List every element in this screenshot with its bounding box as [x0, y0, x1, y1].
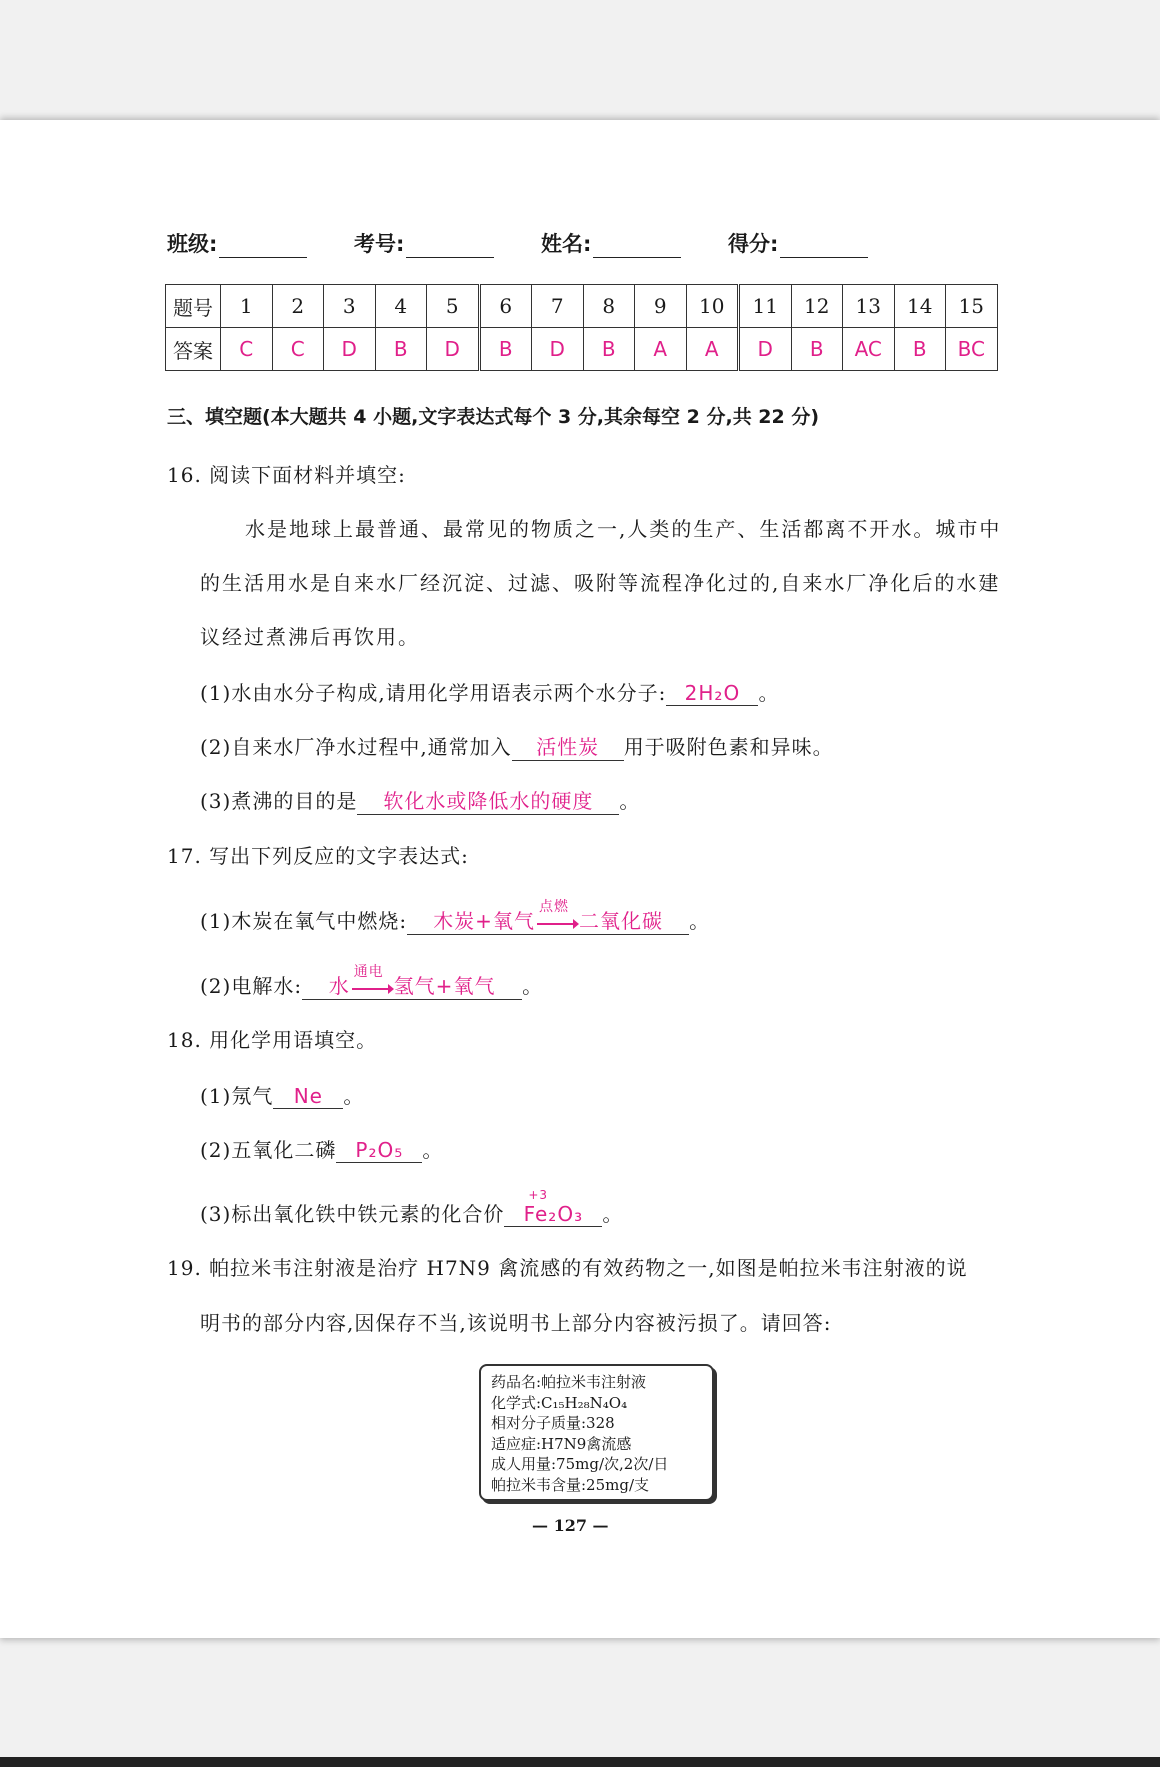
- table-cell: 3: [324, 285, 376, 328]
- table-cell: 7: [532, 285, 584, 328]
- drug-indication: 适应症:H7N9禽流感: [491, 1434, 632, 1453]
- q16-stem: 16. 阅读下面材料并填空:: [167, 463, 406, 487]
- table-cell: 11: [739, 285, 792, 328]
- answer-cell: D: [739, 328, 792, 371]
- score-blank: [780, 239, 868, 258]
- q16-p2-text: (2)自来水厂净水过程中,通常加入: [200, 735, 512, 759]
- drug-label-box: [479, 1364, 714, 1501]
- answer-cell: BC: [946, 328, 998, 371]
- q18-p1-end: 。: [343, 1084, 365, 1108]
- table-cell: 1: [221, 285, 273, 328]
- arrow-icon: [535, 913, 579, 933]
- q18-part1: [200, 1080, 364, 1109]
- q17-p2-reactant: 水: [328, 974, 350, 998]
- drug-content: 帕拉米韦含量:25mg/支: [491, 1475, 650, 1494]
- q18-part3: [200, 1188, 624, 1227]
- table-cell: 13: [843, 285, 895, 328]
- exam-no-blank: [406, 239, 494, 258]
- q18-p2-end: 。: [422, 1138, 444, 1162]
- q16-p2-answer: 活性炭: [512, 731, 624, 761]
- answer-cell: B: [479, 328, 532, 371]
- q16-p1-end: 。: [758, 681, 780, 705]
- q18-p2-answer: P₂O₅: [336, 1138, 422, 1163]
- table-cell: 4: [375, 285, 427, 328]
- q17-p2-text: (2)电解水:: [200, 974, 303, 998]
- q16-passage-line1: 水是地球上最普通、最常见的物质之一,人类的生产、生活都离不开水。城市中: [245, 517, 1002, 541]
- answer-cell: D: [427, 328, 480, 371]
- q18-part2: [200, 1134, 443, 1163]
- answer-cell: B: [375, 328, 427, 371]
- class-blank: [219, 239, 307, 258]
- q17-p1-answer: [407, 898, 689, 935]
- exam-no-label: 考号:: [354, 232, 405, 256]
- answer-cell: B: [583, 328, 635, 371]
- q17-p1-condition: 点燃: [538, 898, 569, 915]
- q16-p1-text: (1)水由水分子构成,请用化学用语表示两个水分子:: [200, 681, 667, 705]
- table-cell: 9: [635, 285, 687, 328]
- q17-p1-reactants: 木炭+氧气: [433, 909, 535, 933]
- q17-p2-condition: 通电: [353, 963, 384, 980]
- q19-stem-line2: 明书的部分内容,因保存不当,该说明书上部分内容被污损了。请回答:: [200, 1311, 832, 1335]
- table-cell: 14: [894, 285, 946, 328]
- reaction-arrow: [350, 963, 394, 998]
- q19-stem-line1: 19. 帕拉米韦注射液是治疗 H7N9 禽流感的有效药物之一,如图是帕拉米韦注射液的说: [167, 1256, 968, 1280]
- table-cell: 10: [686, 285, 739, 328]
- drug-dosage: 成人用量:75mg/次,2次/日: [491, 1455, 669, 1473]
- answer-cell: AC: [843, 328, 895, 371]
- bottom-bar: [0, 1757, 1160, 1767]
- q18-p3-answer: [504, 1188, 602, 1227]
- q18-p1-answer: Ne: [273, 1084, 343, 1109]
- q18-p2-text: (2)五氧化二磷: [200, 1138, 337, 1162]
- q16-passage-line3: 议经过煮沸后再饮用。: [200, 625, 420, 649]
- name-label: 姓名:: [541, 232, 592, 256]
- class-field: [167, 228, 307, 258]
- row-label: 答案: [166, 328, 221, 371]
- question-number-row: [166, 285, 998, 328]
- table-cell: 5: [427, 285, 480, 328]
- drug-formula: 化学式:C₁₅H₂₈N₄O₄: [491, 1393, 628, 1412]
- table-cell: 12: [791, 285, 843, 328]
- page-number: — 127 —: [532, 1516, 609, 1535]
- answer-row: [166, 328, 998, 371]
- table-cell: 6: [479, 285, 532, 328]
- reaction-arrow: [535, 898, 579, 933]
- name-blank: [593, 239, 681, 258]
- answer-cell: D: [532, 328, 584, 371]
- q16-p3-answer: 软化水或降低水的硬度: [357, 785, 619, 815]
- q17-p1-product: 二氧化碳: [578, 909, 663, 933]
- q16-p2-end: 用于吸附色素和异味。: [623, 735, 834, 759]
- name-field: [541, 228, 681, 258]
- q16-p1-answer: 2H₂O: [666, 681, 758, 706]
- q16-passage-line2: 的生活用水是自来水厂经沉淀、过滤、吸附等流程净化过的,自来水厂净化后的水建: [200, 571, 1001, 595]
- answer-cell: B: [791, 328, 843, 371]
- answer-cell: B: [894, 328, 946, 371]
- score-label: 得分:: [728, 232, 779, 256]
- q17-stem: 17. 写出下列反应的文字表达式:: [167, 844, 469, 868]
- q16-part2: [200, 731, 834, 761]
- q17-part2: [200, 963, 544, 1000]
- arrow-icon: [350, 978, 394, 998]
- row-label: 题号: [166, 285, 221, 328]
- q16-part3: [200, 785, 640, 815]
- q18-p3-text: (3)标出氧化铁中铁元素的化合价: [200, 1202, 505, 1226]
- table-cell: 8: [583, 285, 635, 328]
- answer-cell: A: [686, 328, 739, 371]
- q17-p2-answer: [302, 963, 522, 1000]
- score-field: [728, 228, 868, 258]
- q18-p3-valence: +3: [528, 1188, 549, 1202]
- q16-p3-end: 。: [619, 789, 641, 813]
- q18-stem: 18. 用化学用语填空。: [167, 1028, 378, 1052]
- exam-no-field: [354, 228, 494, 258]
- answer-table: [165, 284, 998, 371]
- table-cell: 15: [946, 285, 998, 328]
- drug-name: 药品名:帕拉米韦注射液: [491, 1373, 647, 1391]
- q17-p1-text: (1)木炭在氧气中燃烧:: [200, 909, 408, 933]
- answer-cell: D: [324, 328, 376, 371]
- q16-p3-text: (3)煮沸的目的是: [200, 789, 358, 813]
- table-cell: 2: [272, 285, 324, 328]
- answer-cell: A: [635, 328, 687, 371]
- answer-cell: C: [221, 328, 273, 371]
- q18-p3-end: 。: [602, 1202, 624, 1226]
- q17-p2-end: 。: [522, 974, 544, 998]
- q18-p1-text: (1)氖气: [200, 1084, 274, 1108]
- q18-p3-formula: Fe₂O₃: [523, 1202, 584, 1226]
- section-title: 三、填空题(本大题共 4 小题,文字表达式每个 3 分,其余每空 2 分,共 22 分): [167, 406, 820, 428]
- q17-p1-end: 。: [689, 909, 711, 933]
- q17-p2-products: 氢气+氧气: [393, 974, 496, 998]
- answer-cell: C: [272, 328, 324, 371]
- class-label: 班级:: [167, 232, 218, 256]
- q17-part1: [200, 898, 711, 935]
- drug-molecular-mass: 相对分子质量:328: [491, 1414, 615, 1432]
- q16-part1: [200, 677, 779, 706]
